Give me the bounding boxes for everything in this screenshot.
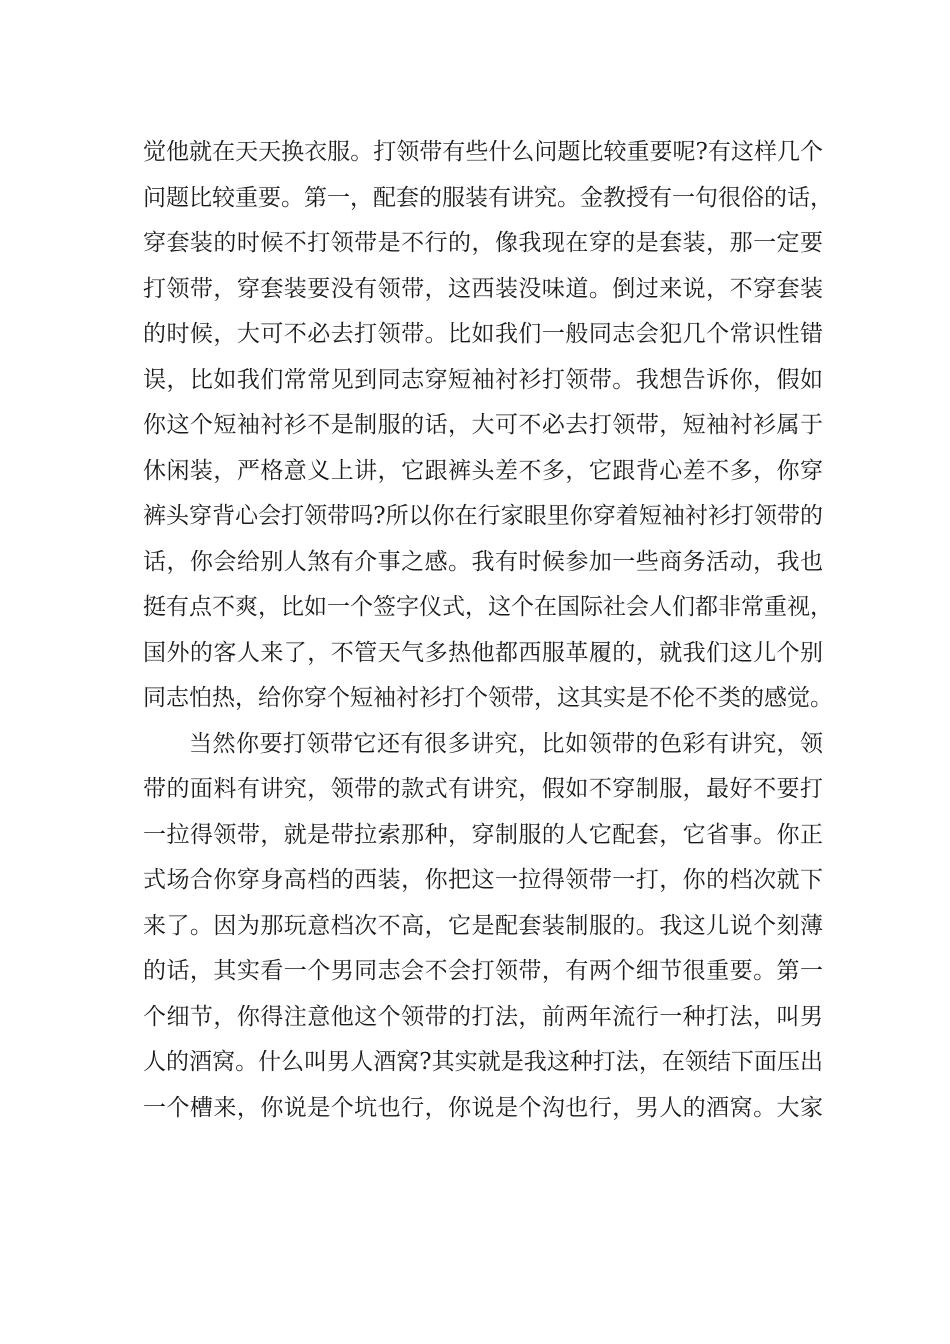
text-line: 人的酒窝。什么叫男人酒窝?其实就是我这种打法，在领结下面压出 [143, 1049, 823, 1075]
text-line: 休闲装，严格意义上讲，它跟裤头差不多，它跟背心差不多，你穿 [143, 457, 823, 484]
text-line: 你这个短袖衬衫不是制服的话，大可不必去打领带，短袖衬衫属于 [143, 412, 823, 438]
text-line: 的话，其实看一个男同志会不会打领带，有两个细节很重要。第一 [143, 958, 823, 984]
text-line: 误，比如我们常常见到同志穿短袖衬衫打领带。我想告诉你，假如 [143, 366, 823, 393]
text-line: 同志怕热，给你穿个短袖衬衫打个领带，这其实是不伦不类的感觉。 [143, 685, 833, 711]
text-line: 个细节，你得注意他这个领带的打法，前两年流行一种打法，叫男 [143, 1003, 823, 1030]
text-line: 一拉得领带，就是带拉索那种，穿制服的人它配套，它省事。你正 [143, 821, 823, 848]
text-line: 式场合你穿身高档的西装，你把这一拉得领带一打，你的档次就下 [143, 867, 823, 893]
text-line: 一个槽来，你说是个坑也行，你说是个沟也行，男人的酒窝。大家 [143, 1094, 823, 1121]
text-line: 的时候，大可不必去打领带。比如我们一般同志会犯几个常识性错 [143, 321, 823, 347]
text-line: 国外的客人来了，不管天气多热他都西服革履的，就我们这儿个别 [143, 639, 823, 666]
text-line: 话，你会给别人煞有介事之感。我有时候参加一些商务活动，我也 [143, 548, 823, 575]
paragraph-2 [143, 722, 823, 1132]
paragraph-1 [143, 130, 833, 722]
text-line: 问题比较重要。第一，配套的服装有讲究。金教授有一句很俗的话， [143, 184, 833, 211]
text-line: 带的面料有讲究，领带的款式有讲究，假如不穿制服，最好不要打 [143, 776, 823, 802]
text-line: 来了。因为那玩意档次不高，它是配套装制服的。我这儿说个刻薄 [143, 912, 823, 939]
text-line: 挺有点不爽，比如一个签字仪式，这个在国际社会人们都非常重视， [143, 594, 833, 620]
text-line: 觉他就在天天换衣服。打领带有些什么问题比较重要呢?有这样几个 [143, 139, 823, 165]
text-line: 当然你要打领带它还有很多讲究，比如领带的色彩有讲究，领 [189, 730, 823, 757]
text-line: 打领带，穿套装要没有领带，这西装没味道。倒过来说，不穿套装 [143, 275, 823, 302]
text-line: 裤头穿背心会打领带吗?所以你在行家眼里你穿着短袖衬衫打领带的 [143, 503, 823, 529]
text-line: 穿套装的时候不打领带是不行的，像我现在穿的是套装，那一定要 [143, 230, 823, 256]
body-text [143, 130, 833, 1131]
